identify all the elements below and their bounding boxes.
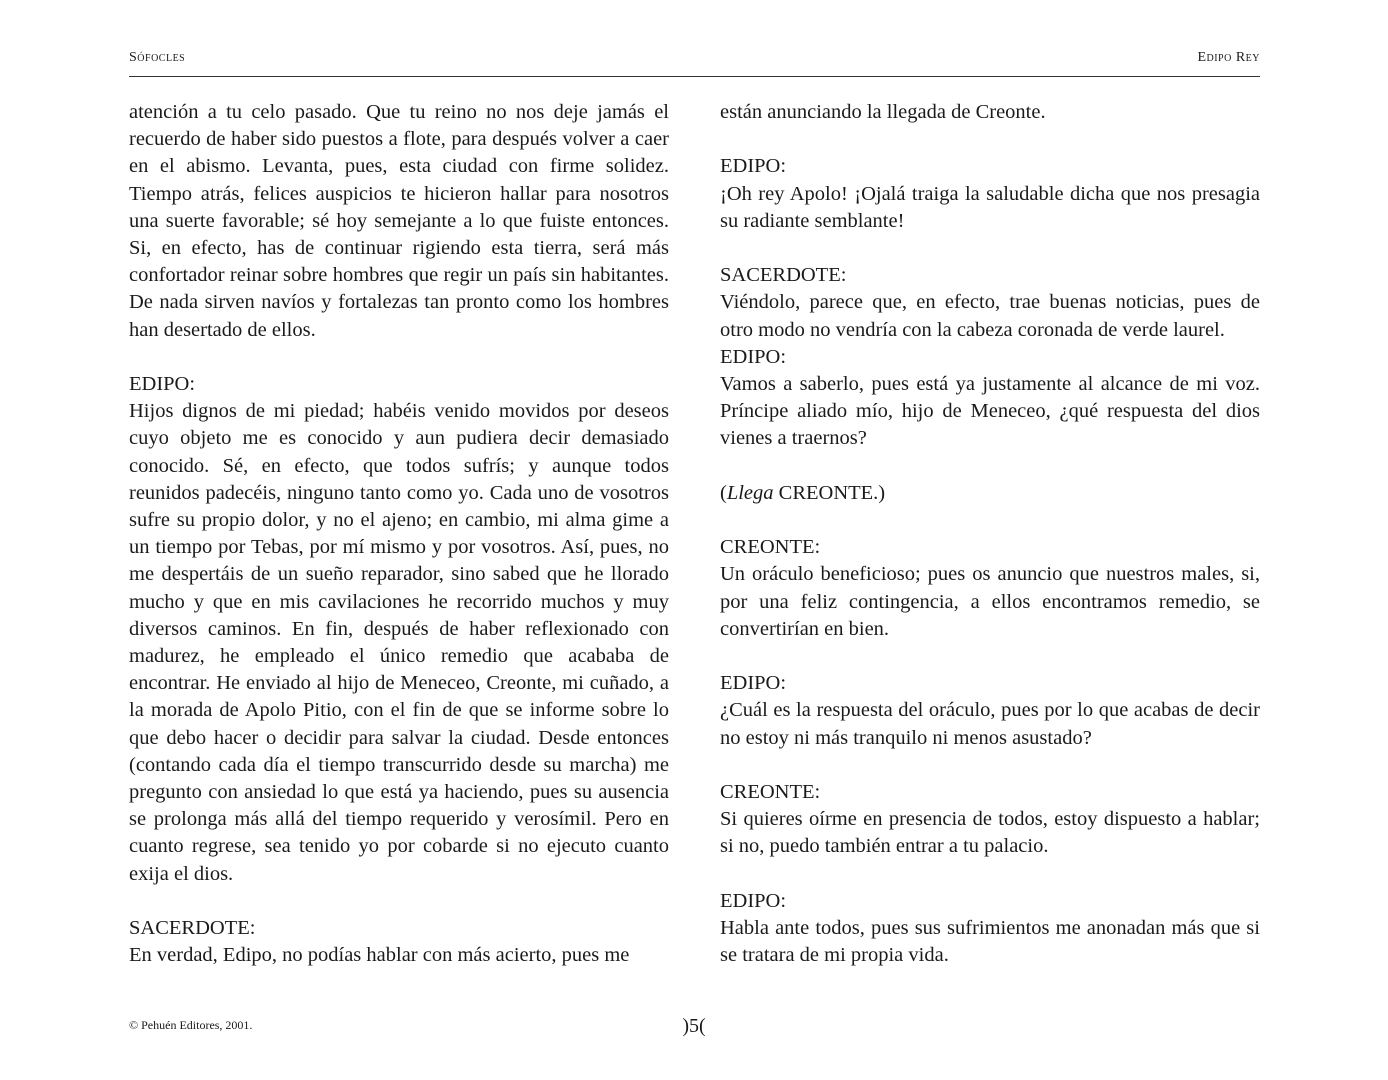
speaker-name: EDIPO: [129,373,196,396]
dialogue-block [129,915,669,969]
dialogue-block [720,888,1260,970]
dialogue-block [720,262,1260,344]
left-column [129,99,669,997]
speaker-name: CREONTE: [720,780,821,803]
footer-copyright: © Pehuén Editores, 2001. [129,1018,253,1032]
dialogue-text: Un oráculo beneficioso; pues os anuncio que nuestros males, si, por una feliz contingencia, a ellos encontramos remedio, se convertirían en bien. [720,563,1260,640]
running-header [129,50,1260,77]
dialogue-text: Si quieres oírme en presencia de todos, estoy dispuesto a hablar; si no, puedo también entrar a tu palacio. [720,808,1260,858]
header-title: Edipo Rey [1197,50,1260,65]
dialogue-text: ¡Oh rey Apolo! ¡Ojalá traiga la saludable dicha que nos presagia su radiante semblante! [720,182,1260,232]
speaker-name: EDIPO: [720,345,787,368]
right-column [720,99,1260,997]
dialogue-text: Viéndolo, parece que, en efecto, trae buenas noticias, pues de otro modo no vendría con la cabeza coronada de verde laurel. [720,291,1260,341]
speaker-name: EDIPO: [720,672,787,695]
dialogue-block [129,371,669,888]
dialogue-text: Hijos dignos de mi piedad; habéis venido movidos por deseos cuyo objeto me es conocido y aun pudiera decir demasiado conocido. Sé, en efecto, que todos sufrís; y aunque todos reunidos padecéis, ninguno tanto como yo. Cada uno de vosotros sufre su propio dolor, y no el ajeno; en cambio, mi alma gime a un tiempo por Tebas, por mí mismo y por vosotros. Así, pues, no me despertáis de un sueño reparador, sino sabed que he llorado mucho y que en mis cavilaciones he recorrido muchos y muy diversos caminos. En fin, después de haber reflexionado con madurez, he empleado el único remedio que acababa de encontrar. He enviado al hijo de Meneceo, Creonte, mi cuñado, a la morada de Apolo Pitio, con el fin de que se informe sobre lo que debo hacer o decidir para salvar la ciudad. Desde entonces (contando cada día el tiempo transcurrido desde su marcha) me pregunto con ansiedad lo que está ya haciendo, pues su ausencia se prolonga más allá del tiempo requerido y verosímil. Pero en cuanto regrese, sea tenido yo por cobarde si no ejecuto cuanto exija el dios. [129,400,669,885]
stage-verb: Llega [726,481,774,504]
dialogue-text: Vamos a saberlo, pues está ya justamente al alcance de mi voz. Príncipe aliado mío, hijo de Meneceo, ¿qué respuesta del dios vienes a traernos? [720,373,1260,450]
speaker-name: EDIPO: [720,889,787,912]
dialogue-block [720,153,1260,235]
dialogue-text: ¿Cuál es la respuesta del oráculo, pues por lo que acabas de decir no estoy ni más tranquilo ni menos asustado? [720,699,1260,749]
stage-paren: ( [720,481,727,504]
dialogue-block [720,534,1260,643]
header-author: Sófocles [129,50,186,65]
paragraph [129,99,669,344]
dialogue-block [720,344,1260,453]
paragraph-text: están anunciando la llegada de Creonte. [720,101,1046,123]
stage-rest: CREONTE.) [773,481,886,504]
dialogue-text: En verdad, Edipo, no podías hablar con más acierto, pues me [129,944,630,967]
speaker-name: CREONTE: [720,536,821,559]
dialogue-block [720,670,1260,752]
paragraph [720,99,1260,126]
speaker-name: SACERDOTE: [129,917,256,940]
speaker-name: EDIPO: [720,155,787,178]
page-number: )5( [682,1015,706,1037]
speaker-name: SACERDOTE: [720,264,847,287]
dialogue-text: Habla ante todos, pues sus sufrimientos me anonadan más que si se tratara de mi propia vida. [720,916,1260,967]
paragraph-text: atención a tu celo pasado. Que tu reino no nos deje jamás el recuerdo de haber sido puestos a flote, para después volver a caer en el abismo. Levanta, pues, esta ciudad con firme solidez. Tiempo atrás, felices auspicios te hicieron hallar para nosotros una suerte favorable; sé hoy semejante a lo que fuiste entonces. Si, en efecto, has de continuar rigiendo esta tierra, será más confortador reinar sobre hombres que regir un país sin habitantes. De nada sirven navíos y fortalezas tan pronto como los hombres han desertado de ellos. [129,101,669,341]
stage-direction [720,480,1260,507]
dialogue-block [720,779,1260,861]
